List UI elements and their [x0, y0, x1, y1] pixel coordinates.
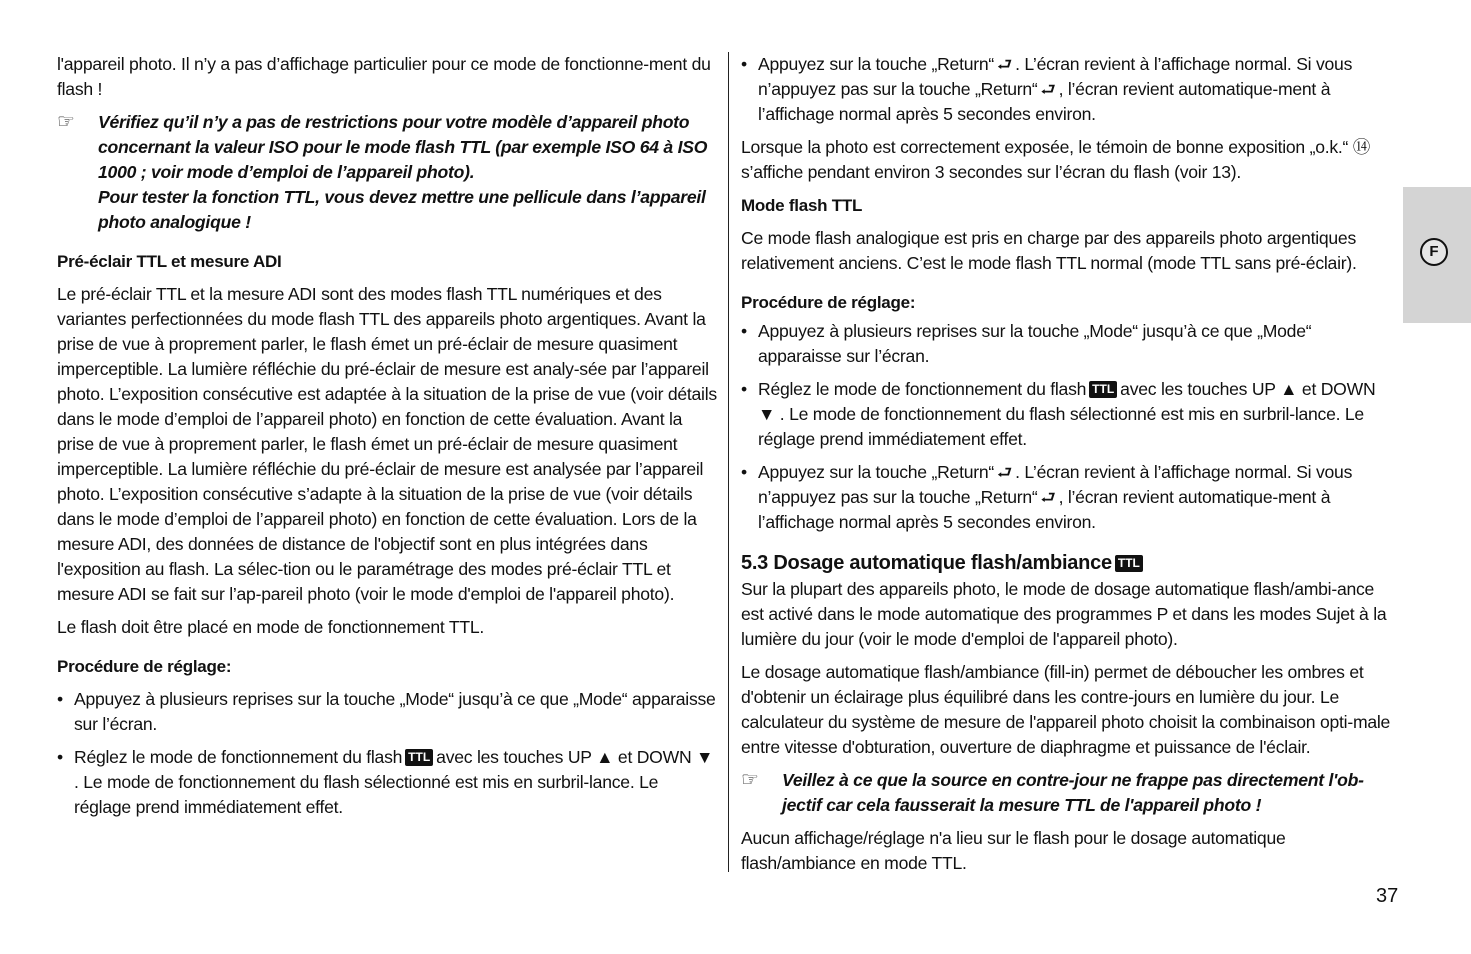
list-item-text: . L’écran revient à l’affichage normal. Si vous n’appuyez pas sur la touche „Return“: [758, 54, 1353, 99]
page-number: 37: [1376, 885, 1399, 907]
section-heading: [741, 549, 1396, 577]
note: [57, 110, 717, 235]
list-item: [741, 460, 1396, 535]
paragraph: Lorsque la photo est correctement exposée, le témoin de bonne exposition „o.k.“ ⑭ s’affiche pendant environ 3 secondes sur l’écran du flash (voir 13).: [741, 137, 1371, 182]
list-item-text: Réglez le mode de fonctionnement du flash: [758, 379, 1087, 399]
list-item: [57, 687, 717, 737]
ttl-icon: TTL: [1115, 555, 1143, 572]
list-item-text: avec les touches UP ▲ et DOWN ▼ . Le mode de fonctionnement du flash sélectionné est mis en surbril-lance. Le réglage prend immédiatement effet.: [74, 747, 714, 817]
bullet: •: [741, 379, 747, 399]
paragraph: l'appareil photo. Il n’y a pas d’affichage particulier pour ce mode de fonctionne-ment du flash !: [57, 54, 711, 99]
return-icon: ⮐: [1040, 488, 1056, 507]
pointing-hand-icon: ☞: [57, 111, 75, 133]
list-item-text: Appuyez à plusieurs reprises sur la touche „Mode“ jusqu’à ce que „Mode“ apparaisse sur l’écran.: [74, 689, 716, 734]
list-item-text: Appuyez sur la touche „Return“: [758, 462, 995, 482]
ttl-icon: TTL: [1089, 381, 1117, 398]
pointing-hand-icon: ☞: [741, 769, 759, 791]
list-item: [57, 745, 717, 820]
bullet: •: [57, 689, 63, 709]
list-item: [741, 52, 1396, 127]
paragraph: Sur la plupart des appareils photo, le mode de dosage automatique flash/ambi-ance est activé dans le mode automatique des programmes P et dans les modes Sujet à la lumière du jour (voir le mode d'emploi de l'appareil photo).: [741, 579, 1387, 649]
list-item-text: . L’écran revient à l’affichage normal. Si vous n’appuyez pas sur la touche „Return“: [758, 462, 1353, 507]
list-item-text: , l’écran revient automatique-ment à l’affichage normal après 5 secondes environ.: [758, 487, 1331, 532]
note-text: Vérifiez qu’il n’y a pas de restrictions pour votre modèle d’appareil photo concernant la valeur ISO pour le mode flash TTL (par exemple ISO 64 à ISO 1000 ; voir mode d’emploi de l’appareil photo).: [98, 112, 708, 182]
paragraph: Le pré-éclair TTL et la mesure ADI sont des modes flash TTL numériques et des variantes perfectionnées du mode flash TTL des appareils photo argentiques. Avant la prise de vue à proprement parler, le flash émet un pré-éclair de mesure quasiment imperceptible. La lumière réfléchie du pré-éclair de mesure est analy-sée par l’appareil photo. L’exposition consécutive est adaptée à la situation de la prise de vue (voir détails dans le mode d’emploi de l’appareil photo) en fonction de cette évaluation. Avant la prise de vue à proprement parler, le flash émet un pré-éclair de mesure quasiment imperceptible. La lumière réfléchie du pré-éclair de mesure est analysée par l’appareil photo. L’exposition consécutive s’adapte à la situation de la prise de vue (voir détails dans le mode d’emploi de l’appareil photo) en fonction de cette évaluation. Lors de la mesure ADI, des données de distance de l'objectif sont en plus intégrées dans l'exposition au flash. La sélec-tion ou le paramétrage des modes pré-éclair TTL et mesure ADI se fait sur l’ap-pareil photo (voir le mode d'emploi de l'appareil photo).: [57, 284, 717, 604]
list-item-text: avec les touches UP ▲ et DOWN ▼ . Le mode de fonctionnement du flash sélectionné est mis en surbril-lance. Le réglage prend immédiatement effet.: [758, 379, 1376, 449]
language-letter: F: [1420, 238, 1448, 266]
bullet: •: [741, 321, 747, 341]
return-icon: ⮐: [1040, 80, 1056, 99]
paragraph: Le flash doit être placé en mode de fonctionnement TTL.: [57, 617, 485, 637]
bullet: •: [741, 54, 747, 74]
return-icon: ⮐: [997, 55, 1013, 74]
return-icon: ⮐: [997, 463, 1013, 482]
paragraph: Aucun affichage/réglage n'a lieu sur le flash pour le dosage automatique flash/ambiance en mode TTL.: [741, 828, 1286, 873]
note: [741, 768, 1396, 818]
ttl-icon: TTL: [405, 749, 433, 766]
list-item-text: Appuyez sur la touche „Return“: [758, 54, 995, 74]
subheading: Procédure de réglage:: [57, 657, 232, 676]
list-item: [741, 319, 1396, 369]
bullet: •: [57, 747, 63, 767]
note-text: Pour tester la fonction TTL, vous devez mettre une pellicule dans l’appareil photo analogique !: [98, 187, 706, 232]
section-heading-text: 5.3 Dosage automatique flash/ambiance: [741, 552, 1112, 574]
list-item-text: Appuyez à plusieurs reprises sur la touche „Mode“ jusqu’à ce que „Mode“ apparaisse sur l’écran.: [758, 321, 1312, 366]
paragraph: Le dosage automatique flash/ambiance (fill-in) permet de déboucher les ombres et d'obtenir un éclairage plus équilibré dans les contre-jours en lumière du jour. Le calculateur du système de mesure de l'appareil photo choisit la combinaison opti-male entre vitesse d'obturation, ouverture de diaphragme et puissance de l'éclair.: [741, 662, 1391, 757]
column-divider: [728, 52, 729, 872]
subheading: Procédure de réglage:: [741, 293, 916, 312]
list-item-text: Réglez le mode de fonctionnement du flash: [74, 747, 403, 767]
bullet: •: [741, 462, 747, 482]
subheading: Pré-éclair TTL et mesure ADI: [57, 252, 282, 271]
subheading: Mode flash TTL: [741, 196, 863, 215]
note-text: Veillez à ce que la source en contre-jour ne frappe pas directement l'ob-jectif car cela fausserait la mesure TTL de l'appareil photo !: [782, 770, 1364, 815]
list-item: [741, 377, 1396, 452]
paragraph: Ce mode flash analogique est pris en charge par des appareils photo argentiques relativement anciens. C’est le mode flash TTL normal (mode TTL sans pré-éclair).: [741, 228, 1357, 273]
list-item-text: , l’écran revient automatique-ment à l’affichage normal après 5 secondes environ.: [758, 79, 1331, 124]
left-column: [57, 52, 717, 820]
right-column: [741, 52, 1396, 876]
